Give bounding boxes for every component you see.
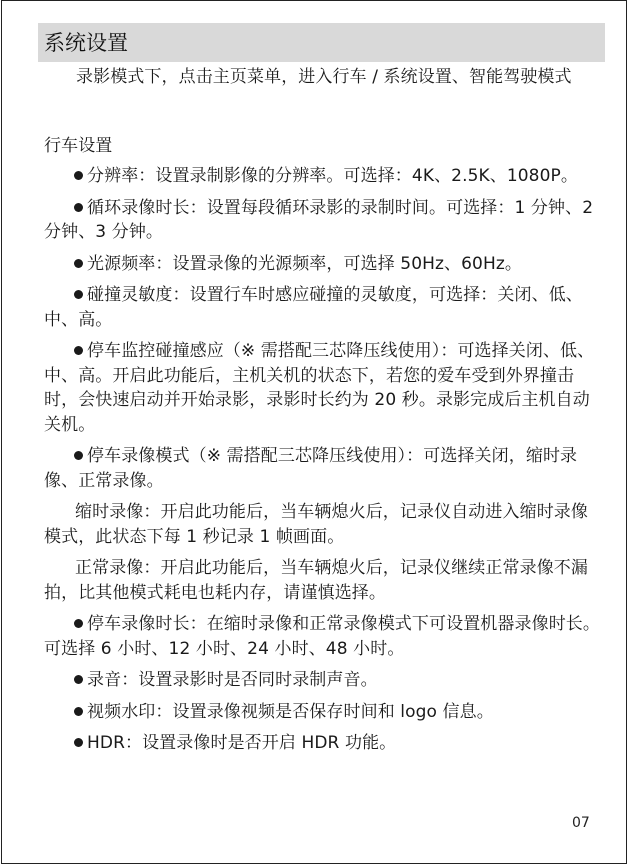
setting-item: [44, 252, 600, 277]
setting-text: 录音：设置录影时是否同时录制声音。: [87, 670, 378, 690]
setting-item: [44, 196, 600, 245]
bullet-icon: [74, 707, 83, 716]
content: [44, 65, 600, 763]
setting-item: [44, 700, 600, 725]
setting-text: 分辨率：设置录制影像的分辨率。可选择：4K、2.5K、1080P。: [87, 166, 578, 186]
bullet-icon: [74, 738, 83, 747]
bullet-icon: [74, 451, 83, 460]
setting-text: 碰撞灵敏度：设置行车时感应碰撞的灵敏度，可选择：关闭、低、中、高。: [44, 285, 583, 330]
setting-text: 视频水印：设置录像视频是否保存时间和 logo 信息。: [87, 701, 494, 722]
setting-text: 停车录像模式（※ 需搭配三芯降压线使用）：可选择关闭，缩时录像、正常录像。: [44, 446, 578, 491]
bullet-icon: [74, 675, 83, 684]
setting-text: 正常录像：开启此功能后，当车辆熄火后，记录仪继续正常录像不漏拍，比其他模式耗电也耗内存，请谨慎选择。: [44, 558, 588, 603]
setting-item: [44, 444, 600, 493]
section-header: [38, 23, 605, 62]
setting-text: 缩时录像：开启此功能后，当车辆熄火后，记录仪自动进入缩时录像模式，此状态下每 1 秒记录 1 帧画面。: [44, 502, 588, 547]
setting-item: [44, 339, 600, 437]
setting-text: 停车录像时长：在缩时录像和正常录像模式下可设置机器录像时长。可选择 6 小时、12 小时、24 小时、48 小时。: [44, 614, 600, 659]
setting-text: 停车监控碰撞感应（※ 需搭配三芯降压线使用）：可选择关闭、低、中、高。开启此功能后，主机关机的状态下，若您的爱车受到外界撞击时，会快速启动并开始录影，录影时长约为 20 秒。录影完成后主机自动关机。: [44, 341, 595, 435]
setting-item: [44, 731, 600, 756]
setting-subitem: [44, 556, 600, 605]
page-number: 07: [572, 815, 590, 831]
setting-text: 光源频率：设置录像的光源频率，可选择 50Hz、60Hz。: [87, 253, 522, 274]
setting-item: [44, 612, 600, 661]
setting-text: 循环录像时长：设置每段循环录影的录制时间。可选择：1 分钟、2 分钟、3 分钟。: [44, 197, 594, 242]
bullet-icon: [74, 203, 83, 212]
bullet-icon: [74, 171, 83, 180]
bullet-icon: [74, 290, 83, 299]
bullet-icon: [74, 259, 83, 268]
setting-item: [44, 283, 600, 332]
setting-subitem: [44, 500, 600, 549]
setting-text: HDR：设置录像时是否开启 HDR 功能。: [87, 733, 397, 753]
bullet-icon: [74, 619, 83, 628]
setting-item: [44, 668, 600, 693]
section-title: 行车设置: [44, 135, 113, 156]
bullet-icon: [74, 346, 83, 355]
page-title: 系统设置: [44, 31, 128, 55]
intro-paragraph: 录影模式下，点击主页菜单，进入行车 / 系统设置、智能驾驶模式: [76, 67, 572, 87]
setting-item: [44, 164, 600, 189]
